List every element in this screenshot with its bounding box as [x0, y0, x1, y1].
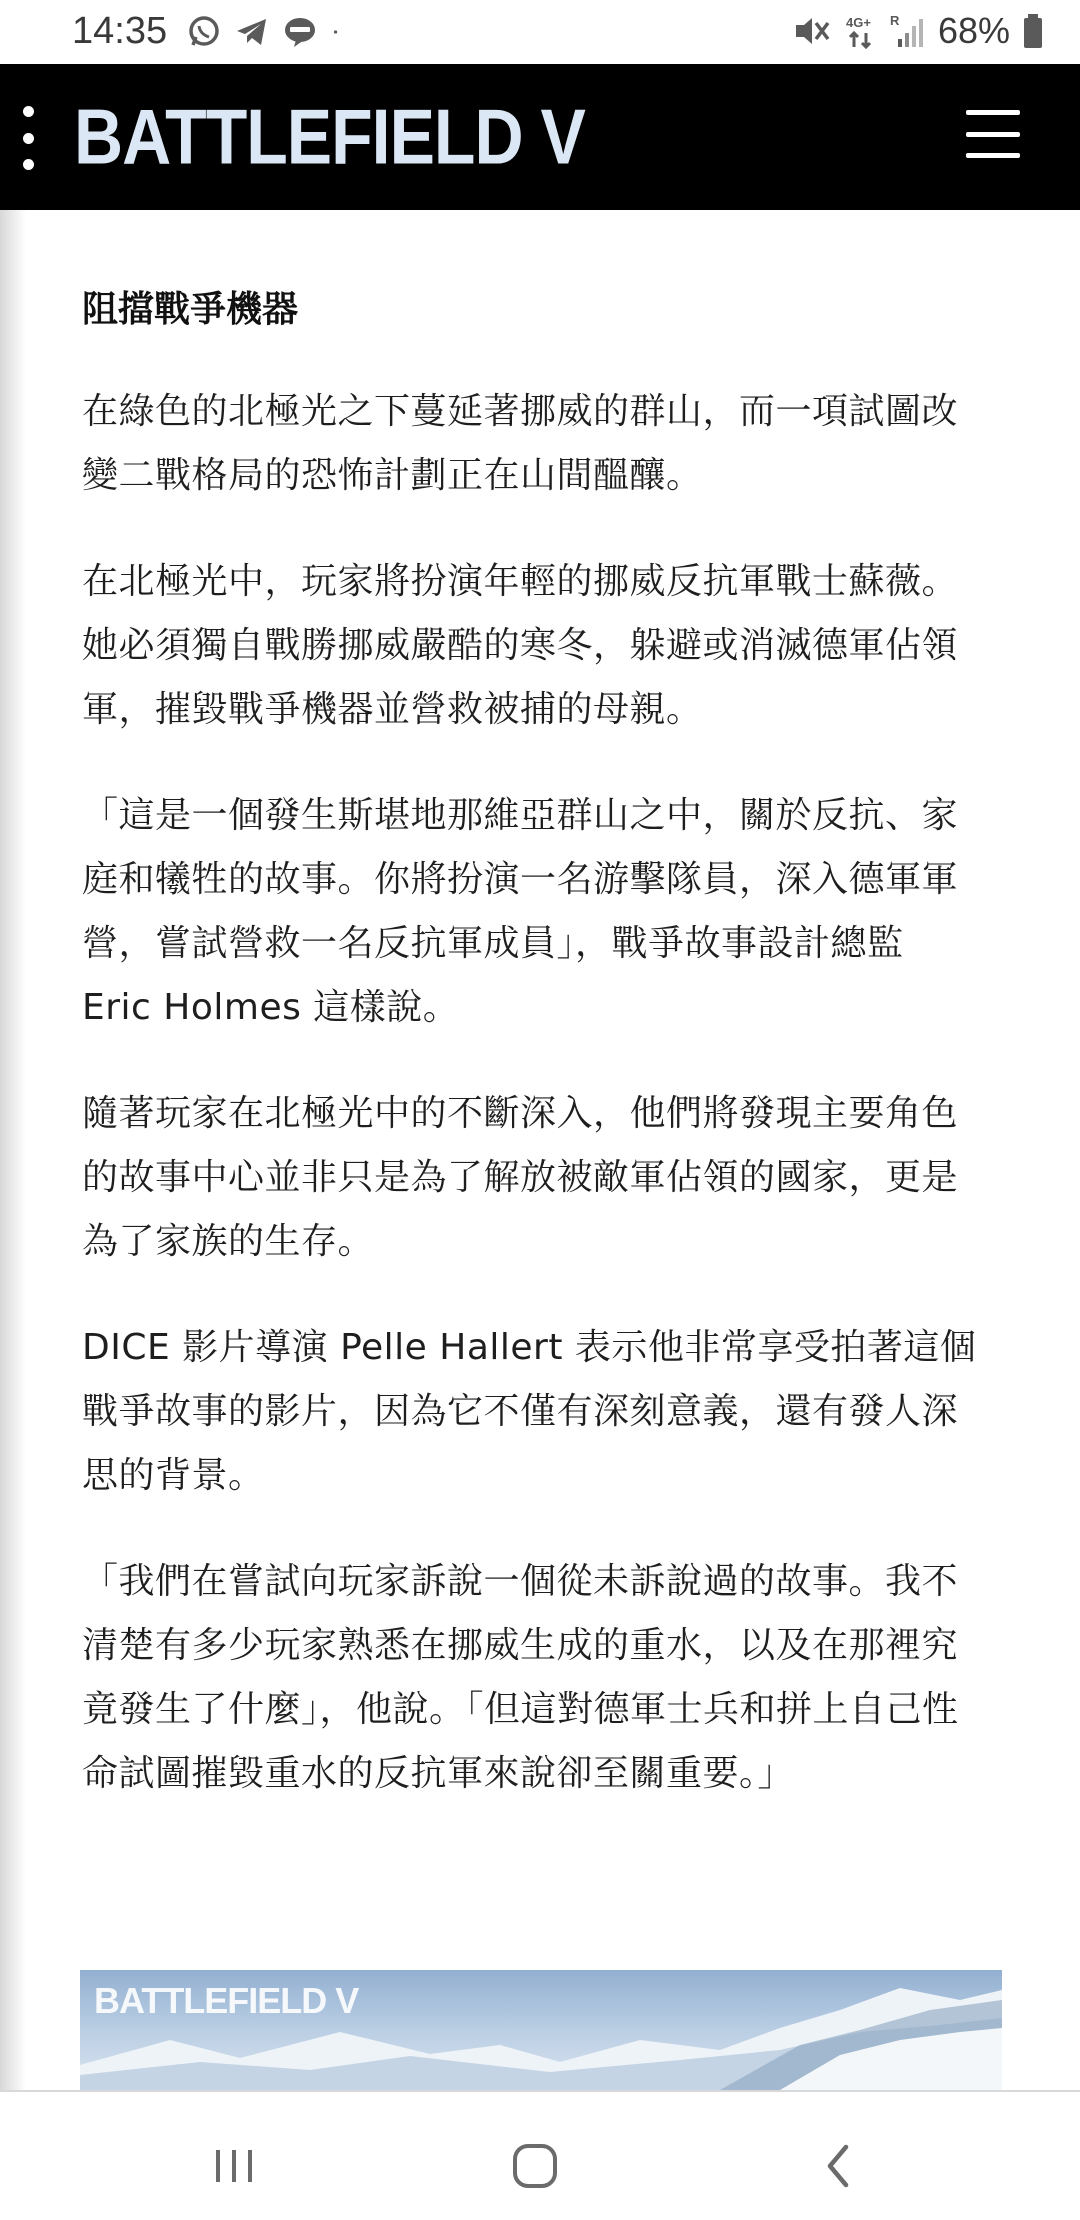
recent-apps-icon[interactable] [204, 2136, 264, 2196]
signal-icon [890, 13, 926, 49]
home-icon[interactable] [505, 2136, 565, 2196]
banner-logo: BATTLEFIELD V [94, 1980, 359, 2021]
svg-text:4G+: 4G+ [845, 15, 871, 30]
svg-text:R: R [889, 13, 900, 28]
page-edge-shadow [0, 210, 26, 2090]
line-icon [282, 14, 318, 50]
paragraph-6: 「我們在嘗試向玩家訴說一個從未訴說過的故事。我不清楚有多少玩家熟悉在挪威生成的重水，以及在那裡究竟發生了什麼」，他說。「但這對德軍士兵和拼上自己性命試圖摧毀重水的反抗軍來說卻至關重要。」 [82, 1561, 959, 1794]
dot-icon [330, 14, 350, 50]
article-heading: 阻擋戰爭機器 [82, 289, 299, 330]
site-header [0, 64, 1080, 210]
kebab-icon[interactable] [18, 106, 38, 170]
paragraph-2: 在北極光中，玩家將扮演年輕的挪威反抗軍戰士蘇薇。她必須獨自戰勝挪威嚴酷的寒冬，躲避或消滅德軍佔領軍，摧毀戰爭機器並營救被捕的母親。 [82, 561, 959, 730]
banner-image[interactable] [80, 1970, 1002, 2090]
battery-percent: 68% [937, 10, 1010, 51]
paragraph-1: 在綠色的北極光之下蔓延著挪威的群山，而一項試圖改變二戰格局的恐怖計劃正在山間醞釀。 [82, 391, 959, 496]
network-icon [844, 13, 878, 49]
notification-icons [186, 14, 350, 50]
status-time: 14:35 [72, 10, 168, 52]
hamburger-icon[interactable] [966, 110, 1020, 158]
status-bar [0, 0, 1080, 64]
battlefield-logo[interactable]: BATTLEFIELD V [74, 93, 585, 181]
paragraph-5: DICE 影片導演 Pelle Hallert 表示他非常享受拍著這個戰爭故事的影片，因為它不僅有深刻意義，還有發人深思的背景。 [82, 1327, 977, 1496]
system-nav-bar [0, 2090, 1080, 2220]
whatsapp-icon [186, 14, 222, 50]
paragraph-3: 「這是一個發生斯堪地那維亞群山之中，關於反抗、家庭和犧牲的故事。你將扮演一名游擊隊員，深入德軍軍營，嘗試營救一名反抗軍成員」，戰爭故事設計總監 Eric Holmes 這樣說。 [82, 795, 959, 1028]
article-body [82, 280, 982, 1848]
paragraph-4: 隨著玩家在北極光中的不斷深入，他們將發現主要角色的故事中心並非只是為了解放被敵軍佔領的國家，更是為了家族的生存。 [82, 1093, 959, 1262]
mute-icon [792, 13, 832, 49]
back-icon[interactable] [808, 2136, 868, 2196]
status-right [792, 10, 1044, 52]
battery-icon [1022, 13, 1044, 49]
telegram-icon [234, 14, 270, 50]
